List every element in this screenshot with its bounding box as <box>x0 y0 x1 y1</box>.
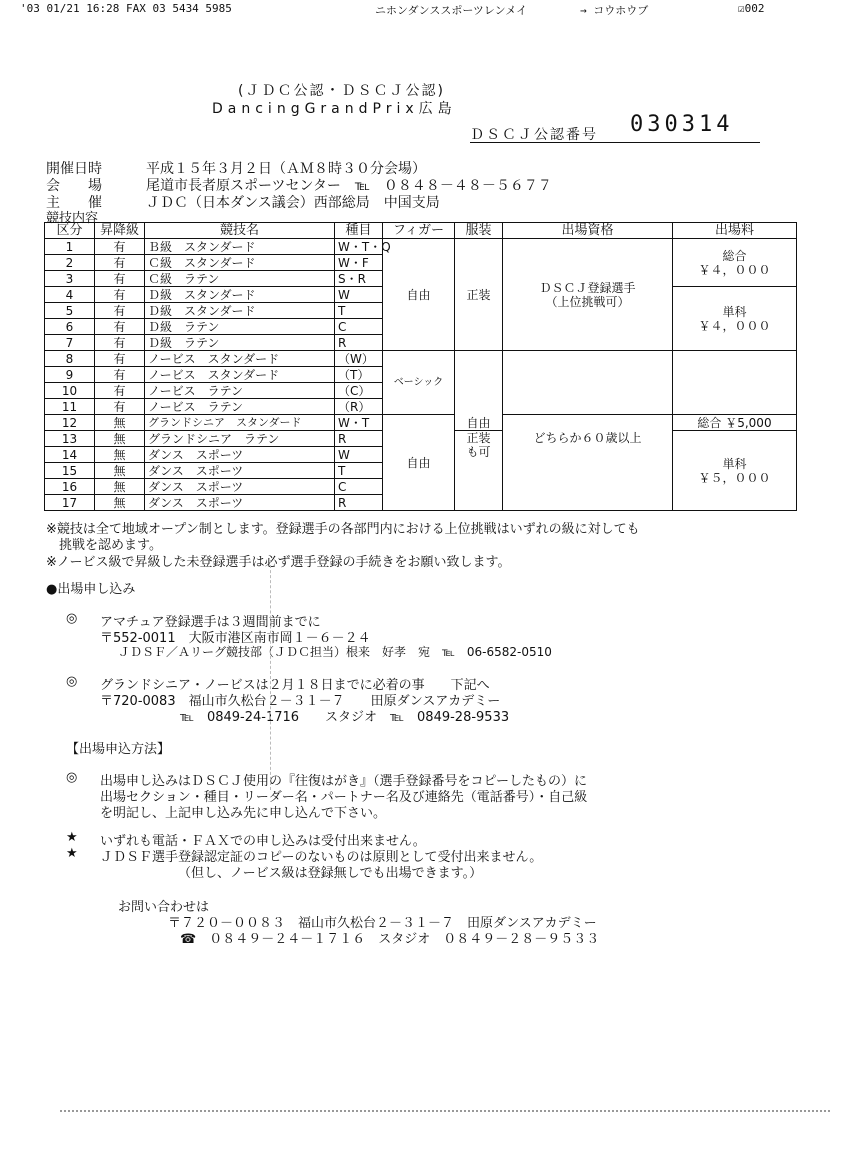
row-name: グランドシニア スタンダード <box>145 415 335 431</box>
note-1: ※競技は全て地域オープン制とします。登録選手の各部門内における上位挑戦はいずれの級に対しても <box>46 522 640 537</box>
star-note-sub: （但し、ノービス級は登録無しでも出場できます。） <box>178 866 483 881</box>
method-line-1: 出場申し込みはＤＳＣＪ使用の『往復はがき』（選手登録番号をコピーしたもの）に <box>100 774 587 789</box>
row-no: 6 <box>45 319 95 335</box>
row-grade: 有 <box>95 319 145 335</box>
registration-underline <box>470 142 760 143</box>
dress-formal-ok-2: も可 <box>466 445 491 459</box>
row-event: S・R <box>335 271 383 287</box>
row-name: ノービス ラテン <box>145 383 335 399</box>
dress-formal-ok-cell <box>455 431 503 511</box>
method-line-2: 出場セクション・種目・リーダー名・パートナー名及び連絡先（電話番号）・自己級 <box>100 790 588 805</box>
title-line-2: DancingGrandPrix広島 <box>212 101 457 117</box>
row-name: Ｃ級 スタンダード <box>145 255 335 271</box>
apply-2-line-1: グランドシニア・ノービスは２月１８日までに必着の事 下記へ <box>100 678 490 693</box>
qualification-empty-cell <box>503 351 673 415</box>
row-grade: 無 <box>95 495 145 511</box>
row-name: Ｄ級 スタンダード <box>145 287 335 303</box>
row-grade: 無 <box>95 431 145 447</box>
info-venue-value: 尾道市長者原スポーツセンター ℡ ０８４８－４８－５６７７ <box>146 178 552 194</box>
info-venue-label: 会 場 <box>46 178 102 194</box>
row-no: 9 <box>45 367 95 383</box>
row-no: 7 <box>45 335 95 351</box>
checkbox-icon: ☑ <box>738 2 745 15</box>
header-figure: フィガー <box>383 223 455 239</box>
note-2: ※ノービス級で昇級した未登録選手は必ず選手登録の手続きをお願い致します。 <box>46 555 511 570</box>
row-no: 14 <box>45 447 95 463</box>
row-no: 11 <box>45 399 95 415</box>
fee2-single-label: 単科 <box>722 456 747 471</box>
row-name: ノービス スタンダード <box>145 351 335 367</box>
row-event: T <box>335 463 383 479</box>
fax-header-left: '03 01/21 16:28 FAX 03 5434 5985 <box>20 2 232 15</box>
row-grade: 有 <box>95 255 145 271</box>
header-division: 区分 <box>45 223 95 239</box>
row-no: 5 <box>45 303 95 319</box>
row-grade: 無 <box>95 447 145 463</box>
row-grade: 有 <box>95 303 145 319</box>
dress-formal-ok-1: 正装 <box>466 431 491 445</box>
row-name: ノービス ラテン <box>145 399 335 415</box>
row-event: W・F <box>335 255 383 271</box>
bullet-icon: ◎ <box>66 770 78 785</box>
row-event: C <box>335 479 383 495</box>
dress-formal-cell: 正装 <box>455 239 503 351</box>
row-grade: 有 <box>95 271 145 287</box>
table-header-row <box>45 223 797 239</box>
qualification-upper: （上位挑戦可） <box>545 294 630 309</box>
fee-single-value: ￥４，０００ <box>698 318 771 333</box>
section-label: 競技内容 <box>46 211 99 226</box>
table-row <box>45 351 797 367</box>
row-no: 15 <box>45 463 95 479</box>
row-event: W・T <box>335 415 383 431</box>
row-event: T <box>335 303 383 319</box>
row-grade: 有 <box>95 383 145 399</box>
row-no: 12 <box>45 415 95 431</box>
header-fee: 出場料 <box>673 223 797 239</box>
qualification-dscj-cell <box>503 239 673 351</box>
header-dance: 種目 <box>335 223 383 239</box>
info-date-label: 開催日時 <box>46 161 102 177</box>
row-name: ダンス スポーツ <box>145 495 335 511</box>
row-grade: 有 <box>95 351 145 367</box>
row-name: ダンス スポーツ <box>145 463 335 479</box>
apply-1-line-1: アマチュア登録選手は３週間前までに <box>100 615 321 630</box>
row-grade: 有 <box>95 287 145 303</box>
figure-basic-cell: ベーシック <box>383 351 455 415</box>
header-promotion: 昇降級 <box>95 223 145 239</box>
info-host-value: ＪＤＣ（日本ダンス議会）西部総局 中国支局 <box>146 195 440 211</box>
row-name: Ｃ級 ラテン <box>145 271 335 287</box>
title-line-1: (ＪＤＣ公認・ＤＳＣＪ公認) <box>238 83 445 99</box>
row-event: W・T・Q <box>335 239 383 255</box>
row-no: 10 <box>45 383 95 399</box>
row-name: ダンス スポーツ <box>145 479 335 495</box>
row-no: 2 <box>45 255 95 271</box>
method-line-3: を明記し、上記申し込み先に申し込んで下さい。 <box>100 806 387 821</box>
qualification-dscj: ＤＳＣＪ登録選手 <box>539 280 636 295</box>
bullet-icon: ◎ <box>66 611 78 626</box>
fee-single-label: 単科 <box>722 304 747 319</box>
row-grade: 無 <box>95 415 145 431</box>
row-name: グランドシニア ラテン <box>145 431 335 447</box>
fax-page-value: 002 <box>744 2 765 15</box>
bullet-icon: ◎ <box>66 674 78 689</box>
competition-table <box>44 222 797 511</box>
row-event: R <box>335 495 383 511</box>
row-event: R <box>335 335 383 351</box>
contact-phone: ☎ ０８４９－２４－１７１６ スタジオ ０８４９－２８－９５３３ <box>180 932 600 947</box>
apply-1-line-2: 〒552-0011 大阪市港区南市岡１－６－２４ <box>100 631 371 646</box>
table-row <box>45 415 797 431</box>
fee-total-value: ￥４，０００ <box>698 262 771 277</box>
dress-free-cell: 自由 <box>455 351 503 431</box>
row-name: Ｄ級 ラテン <box>145 335 335 351</box>
fee-empty-cell <box>673 351 797 415</box>
fee-total-label: 総合 <box>722 248 747 263</box>
method-heading: 【出場申込方法】 <box>66 742 171 757</box>
figure-free-2-cell: 自由 <box>383 415 455 511</box>
row-name: Ｂ級 スタンダード <box>145 239 335 255</box>
row-no: 3 <box>45 271 95 287</box>
row-name: ダンス スポーツ <box>145 447 335 463</box>
header-qualification: 出場資格 <box>503 223 673 239</box>
row-no: 13 <box>45 431 95 447</box>
scan-line <box>270 560 271 790</box>
row-name: Ｄ級 ラテン <box>145 319 335 335</box>
fee2-single-value: ￥５，０００ <box>698 470 771 485</box>
row-no: 1 <box>45 239 95 255</box>
qualification-senior: どちらか６０歳以上 <box>533 431 642 445</box>
row-grade: 有 <box>95 335 145 351</box>
header-event-name: 競技名 <box>145 223 335 239</box>
star-note-1: いずれも電話・ＦＡＸでの申し込みは受付出来ません。 <box>100 834 426 849</box>
row-event: C <box>335 319 383 335</box>
row-grade: 有 <box>95 367 145 383</box>
star-icon: ★ <box>66 830 78 845</box>
fee2-total: 総合 ￥5,000 <box>673 415 797 431</box>
row-event: W <box>335 287 383 303</box>
star-note-2: ＪＤＳＦ選手登録認定証のコピーのないものは原則として受付出来ません。 <box>100 850 543 865</box>
row-no: 17 <box>45 495 95 511</box>
row-name: Ｄ級 スタンダード <box>145 303 335 319</box>
row-event: （R） <box>335 399 383 415</box>
apply-1-line-3: ＪＤＳＦ／Ａリーグ競技部（ＪＤＣ担当）根来 好孝 宛 ℡ 06-6582-0510 <box>118 645 552 659</box>
apply-2-line-3: ℡ 0849-24-1716 スタジオ ℡ 0849-28-9533 <box>180 710 510 725</box>
row-grade: 有 <box>95 239 145 255</box>
qualification-senior-cell <box>503 415 673 511</box>
contact-label: お問い合わせは <box>118 900 210 915</box>
row-grade: 無 <box>95 463 145 479</box>
apply-2-line-2: 〒720-0083 福山市久松台２－３１－７ 田原ダンスアカデミー <box>100 694 501 709</box>
figure-free-cell: 自由 <box>383 239 455 351</box>
row-no: 8 <box>45 351 95 367</box>
table-row <box>45 239 797 255</box>
contact-address: 〒７２０－００８３ 福山市久松台２－３１－７ 田原ダンスアカデミー <box>168 916 597 931</box>
registration-label: ＤＳＣＪ公認番号 <box>470 127 598 143</box>
scan-noise <box>60 1110 830 1116</box>
apply-heading: ●出場申し込み <box>46 582 136 597</box>
fee-total-cell <box>673 239 797 287</box>
star-icon: ★ <box>66 846 78 861</box>
row-event: （C） <box>335 383 383 399</box>
registration-number: 030314 <box>630 112 734 137</box>
row-grade: 有 <box>95 399 145 415</box>
row-no: 16 <box>45 479 95 495</box>
row-event: （T） <box>335 367 383 383</box>
note-1-cont: 挑戦を認めます。 <box>46 538 162 553</box>
fax-header-recipient: → コウホウブ <box>580 4 649 17</box>
header-dress: 服装 <box>455 223 503 239</box>
row-name: ノービス スタンダード <box>145 367 335 383</box>
fee2-single-cell <box>673 431 797 511</box>
fee-single-cell <box>673 287 797 351</box>
row-event: W <box>335 447 383 463</box>
row-event: （W） <box>335 351 383 367</box>
fax-header-sender: ニホンダンススポーツレンメイ <box>375 4 528 17</box>
row-grade: 無 <box>95 479 145 495</box>
row-event: R <box>335 431 383 447</box>
row-no: 4 <box>45 287 95 303</box>
fax-page-number <box>738 2 765 15</box>
info-host-label: 主 催 <box>46 195 102 211</box>
info-date-value: 平成１５年３月２日（ＡＭ８時３０分会場） <box>146 161 426 177</box>
